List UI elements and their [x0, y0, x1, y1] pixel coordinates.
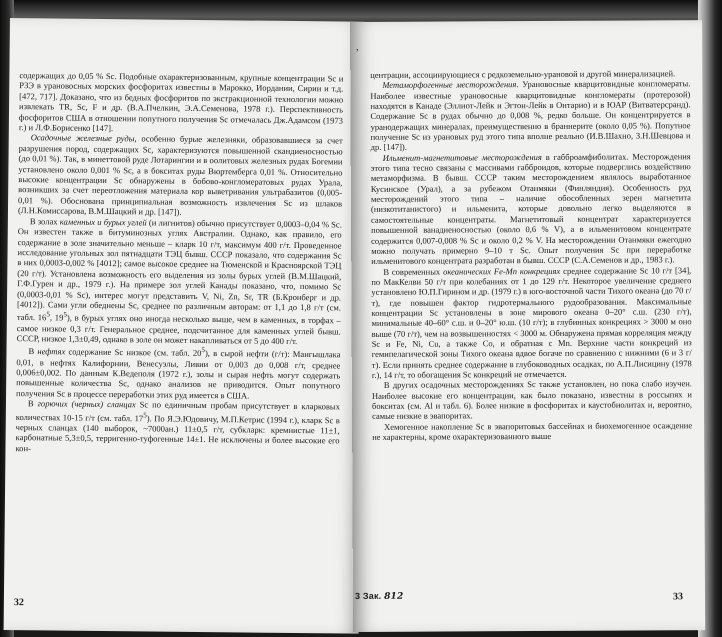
signature-handwritten: 812: [384, 591, 404, 602]
left-page-number: 32: [13, 597, 24, 609]
right_page-paragraph: Метаморфогенные месторождения. Урановосные кварцитовидные конгломераты. Наиболее известные урановосные кварцитовидные конгломераты (протерозой) находятся в Канаде (Эллиот-Лейк и Эгтон-Лейк в Онтарио) и в ЮАР (Витватерсранд). Содержание Sc в рудах обычно до 0,008 %, редко больше. Он концентрируется в уранодержащих минералах, преимущественно в браннерите (около 0,05 %). Попутное получение Sc из урановых руд этого типа вполне реально (И.В.Шахно, З.Н.Шевцова и др. [147]).: [370, 78, 691, 153]
margin-mark: ,: [356, 41, 359, 53]
signature-mark: [355, 591, 404, 602]
left_page-paragraph: В золах каменных и бурых углей (и лигнитов) обычно присутствует 0,0003–0,04 % Sc. Он известен также в битуминозных углях Австралии. Однако, как правило, его содержание в золе значительно меньше – кларк 10 г/т, максимум 400 г/т. Проведенное исследование угольных зол пятнадцати ТЭЦ бывш. СССР показало, что содержания Sc в них 0,0003-0,002 % [4012]; самое высокое среднее на Тюменской и Красноярской ТЭЦ (20 г/т). Установлена возможность его выделения из золы бурых углей (В.М.Шацкий, Г.Ф.Гурен и др., 1979 г.). На примере зол углей Канады показано, что, помимо Sc (0,0003-0,01 % Sc), интерес могут представить V, Ni, Zn, Sr, TR (Б.Кронберг и др. [4012]). Сами угли обеднены Sc, среднее по различным авторам: от 1,1 до 1,8 г/т (см. табл. $16^5$, $19^5$), в бурых углях оно иногда несколько выше, чем в каменных, в торфах – самое низкое 0,3 г/т. Генеральное среднее, подсчитанное для каменных углей бывш. СССР, низкое 1,3±0,49, однако в золе он может накапливаться от 5 до 400 г/т.: [16, 215, 342, 347]
left-page: [4, 18, 365, 634]
right-page-number: 33: [672, 591, 684, 603]
left_page-paragraph: В горючих (черных) сланцах Sc по единичным пробам присутствует в кларковых количествах 10-15 г/т (см. табл. $17^5$). По Я.Э.Юдовичу, М.П.Кетрис (1994 г.), кларк Sc в черных сланцах (140 выборок, ~7000ан.) 11±0,5 г/т, субкларк: кремнистые 11±1, карбонатные 5,3±0,5, терригенно-туфогенные 14±1. Не исключены и более высокие его кон-: [15, 398, 340, 453]
left_page-paragraph: содержащих до 0,05 % Sc. Подобные охарактеризованным, крупные концентрации Sc и РЗЭ в урановосных морских фосфоритах известны в Марокко, Иордании, Сирии и т.д. [472, 717]. Доказано, что из бедных фосфоритов по экстракционной технологии можно извлекать TR, Sc, F и др. (В.А.Пчелкин, Э.А.Семенова, 1978 г.). Перспективность фосфоритов США в отношении попутного получения Sc отмечалась Дж.Адамсом (1973 г.) и Л.Ф.Борисенко [147].: [18, 70, 344, 134]
left-page-text: [15, 70, 343, 457]
signature-label: 3 Зак.: [354, 590, 382, 601]
right-page: [350, 20, 705, 632]
right_page-paragraph: В других осадочных месторождениях Sc также установлен, но пока слабо изучен. Наиболее высокие его концентрации, как было показано, известны в россыпях и бокситах (см. Al и табл. 6). Более низкие в фосфоритах и каустобиолитах и, вероятно, самые низкие в эвапоритах.: [371, 378, 693, 422]
right_page-paragraph: центрации, ассоциирующиеся с редкоземельно-урановой и другой минерализацией.: [370, 68, 676, 80]
left_page-paragraph: В нефтях содержание Sc низкое (см. табл. $20^5$), в сырой нефти (г/т): Мангышлака 0,01, в нефтях Калифорнии, Венесуэлы, Ливии от 0,003 до 0,008 г/т, среднее 0,006±0,002. По данным К.Ведеполя (1972 г.), золы и сырая нефть могут содержать повышенные количества Sc, однако анализов не приводится. Опыт попутного получения Sc в процессе переработки этих руд имеется в США.: [16, 346, 341, 401]
right-page-text: [370, 68, 692, 442]
right_page-paragraph: Хемогенное накопление Sc в эвапоритовых бассейнах и биохемогенное осаждение не характерны, кроме охарактеризованного выше: [372, 419, 693, 442]
right_page-paragraph: Ильменит-магнетитовые месторождения в габброамфиболитах. Месторождения этого типа тесно связаны с массивами габброидов, которые подверглись воздействию метаморфизма. В бывш. СССР таким месторождением являлось выработанное Кусинское (Урал), а за рубежом Отанмяки (Финляндия). Особенность руд месторождений этого типа – наличие обособленных зерен магнетита (низкотитанистого) и ильменита, которые довольно легко выделяются в самостоятельные концентраты. Магнетитовый концентрат характеризуется повышенной ванадиеносностью (около 0,6 % V), а в ильменитовом концентрате содержится 0,007-0,008 % Sc и около 0,2 % V. На месторождении Отанмяки ежегодно можно получать примерно 9–10 т Sc. Опыт получения Sc при переработке ильменитового концентрата разработан в бывш. СССР (С.А.Семенов и др., 1983 г.).: [370, 150, 692, 267]
right_page-paragraph: В современных океанических Fe-Mn конкрециях среднее содержание Sc 10 г/т [34], по МакКелви 50 г/т при колебаниях от 1 до 129 г/т. Некоторое увеличение среднего установлено Ю.П.Гирином и др. (1979 г.) в юго-восточной части Тихого океана (до 70 г/т), где повышен фактор гидротермального рудообразования. Максимальные концентрации Sc установлены в зоне мирового океана 0–20° с.ш. (230 г/т), минимальные 40–60° с.ш. и 0–20° ю.ш. (10 г/т); в глубинных конкрециях > 3000 м оно выше (70 г/т), чем на возвышенностях < 3000 м. Обнаружена прямая корреляция между Sc и Fe, Ni, Cu, а также Co, и обратная с Mn. Верхние части конкреций из гемипелагической зоны Тихого океана вдвое богаче по сравнению с нижними (6 и 3 г/т). Если принять среднее содержание в глубоководных осадках, по А.П.Лисицину (1978 г.), 14 г/т, то обогащения Sc конкреций не отмечается.: [371, 264, 692, 380]
left_page-paragraph: Осадочные железные руды, особенно бурые железняки, образовавшиеся за счет разрушения пород, содержащих Sc, характеризуются повышенной скандиеносностью (до 0,01 %). Так, в минеттовой руде Лотарингии и в оолитовых железных рудах Богемии установлено около 0,001 % Sc, а в бокситах руды Вюртемберга 0,01 %. Относительно высокие концентрации Sc обнаружены в бобово-конгломератовых рудах Урала, возникших за счет переотложения материала кор выветривания ультрабазитов (0,005-0,01 %). Обоснована принципиальная возможность извлечения Sc из шлаков (Л.Н.Комиссарова, В.М.Шацкий и др. [147]).: [17, 132, 343, 218]
